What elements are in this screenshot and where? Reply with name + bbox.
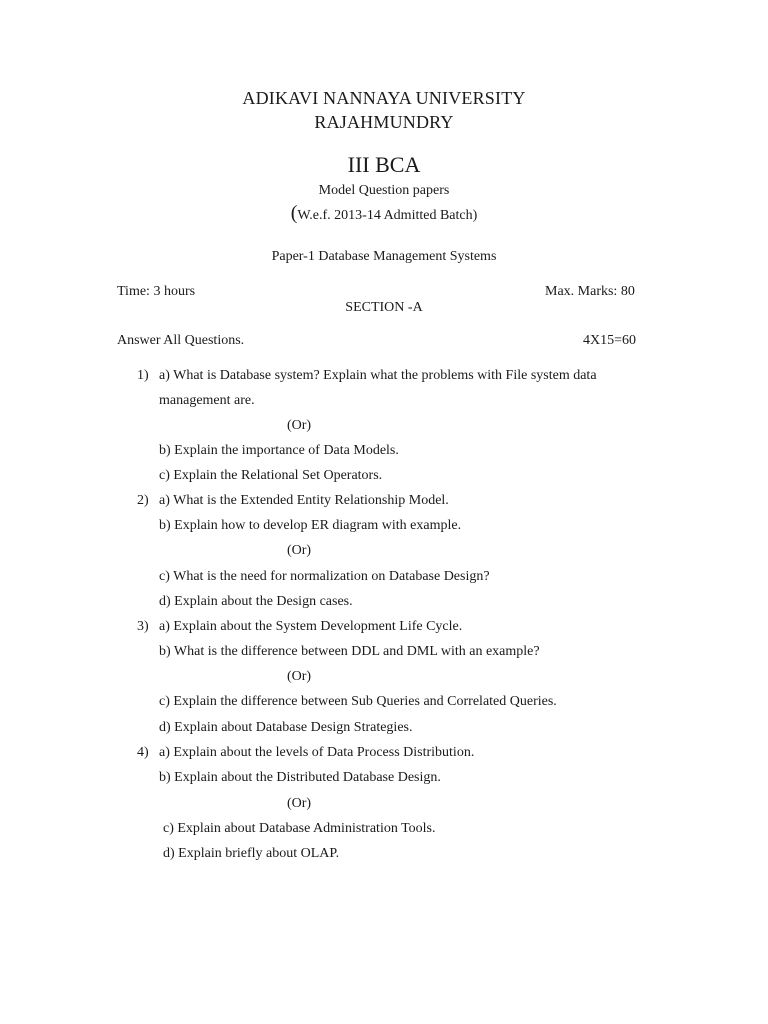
- paper-title: Paper-1 Database Management Systems: [271, 249, 497, 264]
- instruction-text: Answer All Questions.: [117, 333, 245, 348]
- batch-open-paren: (: [290, 202, 298, 224]
- question-part: b) Explain how to develop ER diagram with example.: [159, 518, 462, 533]
- question-part: a) What is Database system? Explain what the problems with File system data: [159, 368, 597, 383]
- question-number: 1): [137, 368, 149, 383]
- question-part: management are.: [159, 393, 255, 408]
- or-separator: (Or): [287, 669, 312, 684]
- marks-scheme: 4X15=60: [583, 333, 637, 348]
- question-part: a) What is the Extended Entity Relationship Model.: [159, 493, 449, 508]
- question-part: b) Explain the importance of Data Models.: [159, 443, 399, 458]
- section-heading: SECTION -A: [345, 300, 423, 315]
- university-city: RAJAHMUNDRY: [314, 112, 454, 132]
- university-name: ADIKAVI NANNAYA UNIVERSITY: [242, 88, 526, 108]
- question-part: d) Explain about Database Design Strategies.: [159, 720, 413, 735]
- question-part: c) What is the need for normalization on Database Design?: [159, 569, 490, 584]
- or-separator: (Or): [287, 543, 312, 558]
- question-part: b) What is the difference between DDL and DML with an example?: [159, 644, 540, 659]
- question-number: 3): [137, 619, 149, 634]
- batch-info: [0, 202, 768, 225]
- question-part: d) Explain briefly about OLAP.: [163, 846, 340, 861]
- or-separator: (Or): [287, 796, 312, 811]
- exam-time: Time: 3 hours: [117, 284, 196, 299]
- question-part: b) Explain about the Distributed Database Design.: [159, 770, 441, 785]
- course-title: III BCA: [347, 152, 421, 177]
- question-part: a) Explain about the System Development Life Cycle.: [159, 619, 463, 634]
- exam-max-marks: Max. Marks: 80: [545, 284, 635, 299]
- question-number: 4): [137, 745, 149, 760]
- question-part: c) Explain the Relational Set Operators.: [159, 468, 383, 483]
- question-part: c) Explain about Database Administration Tools.: [163, 821, 436, 836]
- document-type: Model Question papers: [318, 183, 450, 198]
- or-separator: (Or): [287, 418, 312, 433]
- question-part: c) Explain the difference between Sub Queries and Correlated Queries.: [159, 694, 557, 709]
- question-part: d) Explain about the Design cases.: [159, 594, 353, 609]
- question-number: 2): [137, 493, 149, 508]
- batch-text: W.e.f. 2013-14 Admitted Batch): [297, 208, 478, 223]
- question-part: a) Explain about the levels of Data Process Distribution.: [159, 745, 475, 760]
